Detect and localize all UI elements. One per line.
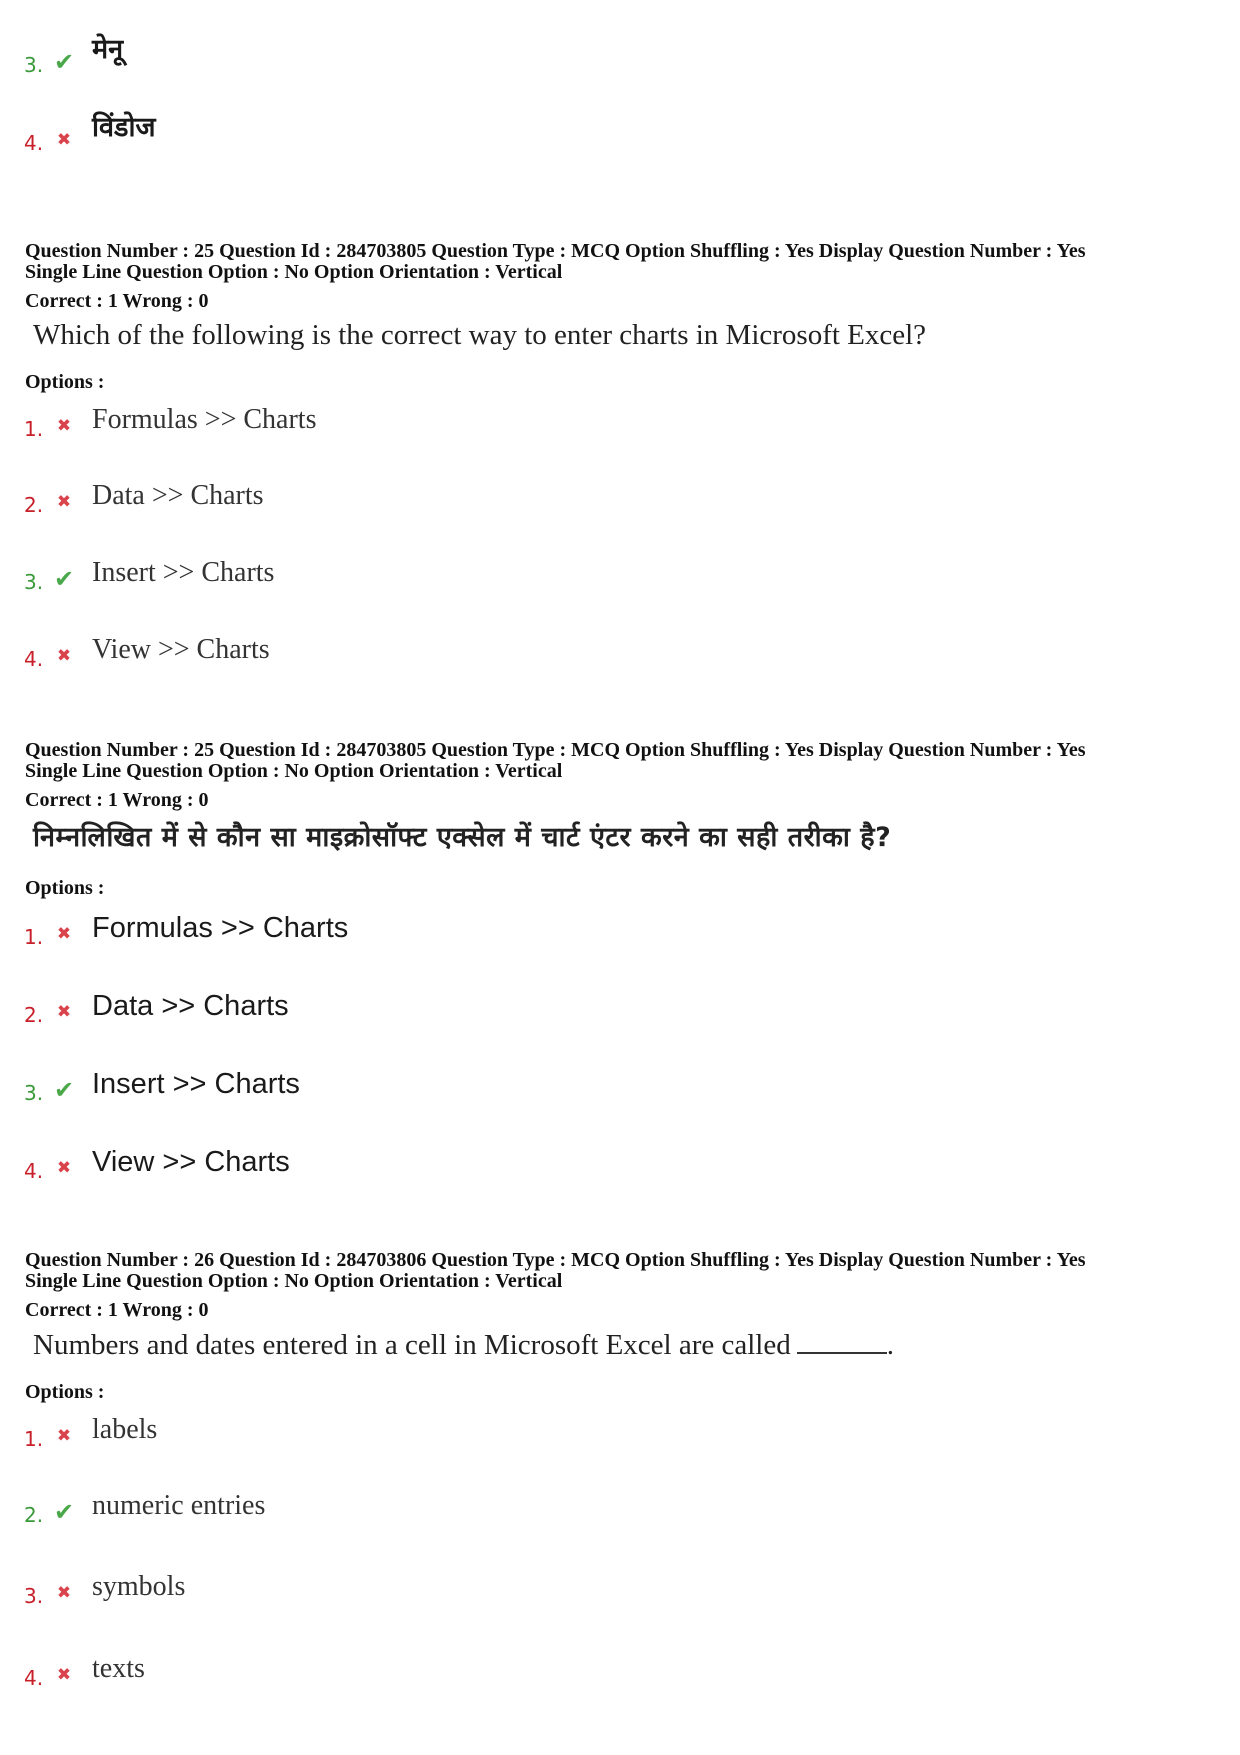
option-number: 1. [24, 417, 44, 441]
question-marks: Correct : 1 Wrong : 0 [25, 789, 209, 811]
cross-icon: ✖ [56, 1665, 72, 1685]
option-row [0, 559, 1240, 599]
question-marks: Correct : 1 Wrong : 0 [25, 1299, 209, 1321]
check-icon: ✔ [53, 1498, 75, 1526]
check-icon: ✔ [53, 1076, 75, 1104]
option-text: विंडोज [92, 112, 156, 143]
option-row [0, 1070, 1240, 1110]
option-number: 3. [24, 53, 44, 77]
option-row [0, 1148, 1240, 1188]
option-text: Formulas >> Charts [92, 912, 349, 944]
option-row [0, 1655, 1240, 1695]
option-row [0, 1416, 1240, 1456]
option-row [0, 1573, 1240, 1613]
cross-icon: ✖ [56, 130, 72, 150]
question-text: Which of the following is the correct way to enter charts in Microsoft Excel? [33, 319, 927, 351]
option-row [0, 34, 1240, 82]
option-number: 4. [24, 1159, 44, 1183]
options-label: Options : [25, 877, 105, 899]
question-meta-line2: Single Line Question Option : No Option Orientation : Vertical [25, 760, 563, 782]
option-text: Insert >> Charts [92, 557, 275, 588]
option-row [0, 992, 1240, 1032]
cross-icon: ✖ [56, 1002, 72, 1022]
option-text: texts [92, 1653, 145, 1684]
check-icon: ✔ [53, 565, 75, 593]
option-number: 3. [24, 570, 44, 594]
cross-icon: ✖ [56, 1426, 72, 1446]
option-row [0, 406, 1240, 446]
option-text: Data >> Charts [92, 990, 289, 1022]
cross-icon: ✖ [56, 1583, 72, 1603]
option-text: numeric entries [92, 1490, 266, 1521]
option-number: 4. [24, 131, 44, 155]
options-label: Options : [25, 1381, 105, 1403]
question-meta-line2: Single Line Question Option : No Option Orientation : Vertical [25, 1270, 563, 1292]
option-row [0, 112, 1240, 160]
question-meta-line1: Question Number : 25 Question Id : 284703805 Question Type : MCQ Option Shuffling : Yes Display Question Number : Yes [25, 739, 1086, 761]
question-text [33, 1328, 894, 1362]
option-text: View >> Charts [92, 634, 270, 665]
option-row [0, 482, 1240, 522]
cross-icon: ✖ [56, 646, 72, 666]
check-icon: ✔ [53, 48, 75, 76]
option-number: 3. [24, 1081, 44, 1105]
option-row [0, 1492, 1240, 1532]
option-number: 3. [24, 1584, 44, 1608]
option-number: 2. [24, 1003, 44, 1027]
option-number: 4. [24, 1666, 44, 1690]
option-text: labels [92, 1414, 158, 1445]
question-meta-line2: Single Line Question Option : No Option Orientation : Vertical [25, 261, 563, 283]
question-marks: Correct : 1 Wrong : 0 [25, 290, 209, 312]
answer-blank [797, 1330, 887, 1354]
question-meta-line1: Question Number : 25 Question Id : 284703805 Question Type : MCQ Option Shuffling : Yes Display Question Number : Yes [25, 240, 1086, 262]
option-text: मेनू [92, 34, 124, 65]
option-number: 2. [24, 1503, 44, 1527]
option-text: Data >> Charts [92, 480, 264, 511]
option-row [0, 914, 1240, 954]
option-row [0, 636, 1240, 676]
option-text: Formulas >> Charts [92, 404, 317, 435]
cross-icon: ✖ [56, 924, 72, 944]
option-number: 1. [24, 925, 44, 949]
question-meta-line1: Question Number : 26 Question Id : 284703806 Question Type : MCQ Option Shuffling : Yes Display Question Number : Yes [25, 1249, 1086, 1271]
option-text: View >> Charts [92, 1146, 290, 1178]
cross-icon: ✖ [56, 492, 72, 512]
cross-icon: ✖ [56, 1158, 72, 1178]
options-label: Options : [25, 371, 105, 393]
cross-icon: ✖ [56, 416, 72, 436]
option-text: Insert >> Charts [92, 1068, 300, 1100]
question-text-main: Numbers and dates entered in a cell in Microsoft Excel are called [33, 1329, 791, 1361]
question-text: निम्नलिखित में से कौन सा माइक्रोसॉफ्ट एक्सेल में चार्ट एंटर करने का सही तरीका है? [33, 822, 892, 853]
option-number: 4. [24, 647, 44, 671]
question-text-end: . [886, 1329, 894, 1361]
option-number: 1. [24, 1427, 44, 1451]
option-number: 2. [24, 493, 44, 517]
option-text: symbols [92, 1571, 186, 1602]
